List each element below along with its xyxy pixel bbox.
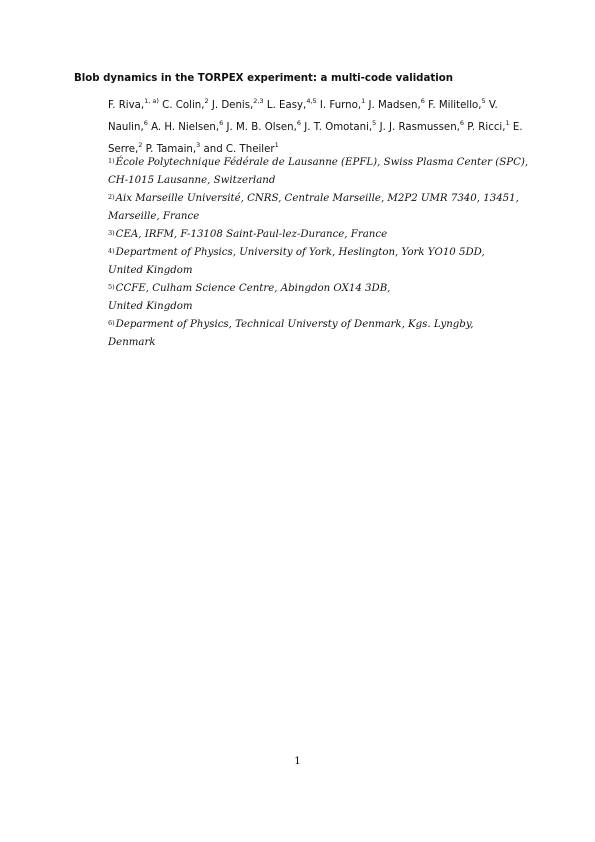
- author-affiliation-mark: 6: [143, 118, 148, 127]
- affiliation-number: 1): [108, 157, 115, 165]
- author: [226, 118, 301, 133]
- affiliation-line: Denmark: [108, 337, 156, 348]
- affiliation-line: Deparment of Physics, Technical Universty of Denmark, Kgs. Lyngby,: [115, 319, 474, 330]
- author-name: V. Naulin,: [108, 100, 498, 133]
- author: [211, 96, 264, 111]
- author: [145, 140, 201, 155]
- author-affiliation-mark: 3: [196, 140, 201, 149]
- affiliation-number: 2): [108, 193, 115, 201]
- author-affiliation-mark: 6: [219, 118, 224, 127]
- author-affiliation-mark: 2: [204, 96, 209, 105]
- affiliation-line: Department of Physics, University of York, Heslington, York YO10 5DD,: [115, 247, 485, 258]
- author: [319, 96, 366, 111]
- author: [151, 118, 224, 133]
- author-affiliation-mark: 4,5: [306, 96, 317, 105]
- affiliation-line: École Polytechnique Fédérale de Lausanne (EPFL), Swiss Plasma Center (SPC),: [115, 157, 529, 168]
- author-name: J. M. B. Olsen,: [226, 122, 297, 133]
- author-affiliation-mark: 2: [138, 140, 143, 149]
- author-affiliation-mark: 2,3: [253, 96, 264, 105]
- author-affiliation-mark: 5: [481, 96, 486, 105]
- author-name: J. Denis,: [211, 100, 254, 111]
- author-affiliation-mark: 1, a): [144, 96, 159, 105]
- affiliation-line: Aix Marseille Université, CNRS, Centrale Marseille, M2P2 UMR 7340, 13451,: [115, 193, 519, 204]
- author-name: J. T. Omotani,: [304, 122, 373, 133]
- author-name: C. Colin,: [162, 100, 205, 111]
- author-name: P. Tamain,: [145, 144, 197, 155]
- affiliation: [108, 155, 538, 188]
- author: [162, 96, 209, 111]
- author-name: A. H. Nielsen,: [151, 122, 220, 133]
- author-affiliation-mark: 6: [420, 96, 425, 105]
- author-name: F. Riva,: [108, 100, 145, 111]
- author-affiliation-mark: 6: [459, 118, 465, 127]
- author-affiliation-mark: 6: [296, 118, 301, 127]
- author: [266, 96, 317, 111]
- author-name: E. Serre,: [108, 122, 523, 155]
- author-affiliation-mark: 1: [505, 118, 510, 127]
- affiliation: [108, 227, 538, 242]
- author-name: P. Ricci,: [467, 122, 506, 133]
- page-number: 1: [294, 756, 301, 767]
- author: [467, 118, 510, 133]
- affiliation-line: United Kingdom: [108, 265, 193, 276]
- affiliation-line: CH-1015 Lausanne, Switzerland: [108, 175, 276, 186]
- author: [203, 140, 279, 155]
- affiliation: [108, 317, 538, 350]
- author: [368, 96, 425, 111]
- author-affiliation-mark: 1: [274, 140, 279, 149]
- affiliation: [108, 245, 538, 278]
- author-name: F. Militello,: [428, 100, 482, 111]
- author-name: J. J. Rasmussen,: [379, 122, 460, 133]
- affiliation-line: CCFE, Culham Science Centre, Abingdon OX14 3DB,: [115, 283, 391, 294]
- affiliation-number: 4): [108, 247, 115, 255]
- author: [108, 96, 159, 111]
- affiliation-line: Marseille, France: [108, 211, 200, 222]
- author-name: J. Madsen,: [368, 100, 421, 111]
- author-name: and C. Theiler: [203, 144, 275, 155]
- affiliation-line: United Kingdom: [108, 301, 193, 312]
- affiliation: [108, 281, 538, 314]
- paper-title: Blob dynamics in the TORPEX experiment: a multi-code validation: [74, 73, 453, 84]
- affiliation-number: 5): [108, 283, 115, 291]
- author: [304, 118, 377, 133]
- author-name: L. Easy,: [266, 100, 307, 111]
- affiliation: [108, 191, 538, 224]
- affiliation-line: CEA, IRFM, F-13108 Saint-Paul-lez-Durance, France: [115, 229, 388, 240]
- author: [428, 96, 486, 111]
- affiliation-number: 3): [108, 229, 115, 237]
- author: [379, 118, 465, 133]
- author-affiliation-mark: 1: [361, 96, 366, 105]
- author-list: [108, 95, 540, 161]
- author-name: I. Furno,: [319, 100, 362, 111]
- author-affiliation-mark: 5: [372, 118, 377, 127]
- affiliation-list: [108, 155, 538, 353]
- affiliation-number: 6): [108, 319, 115, 327]
